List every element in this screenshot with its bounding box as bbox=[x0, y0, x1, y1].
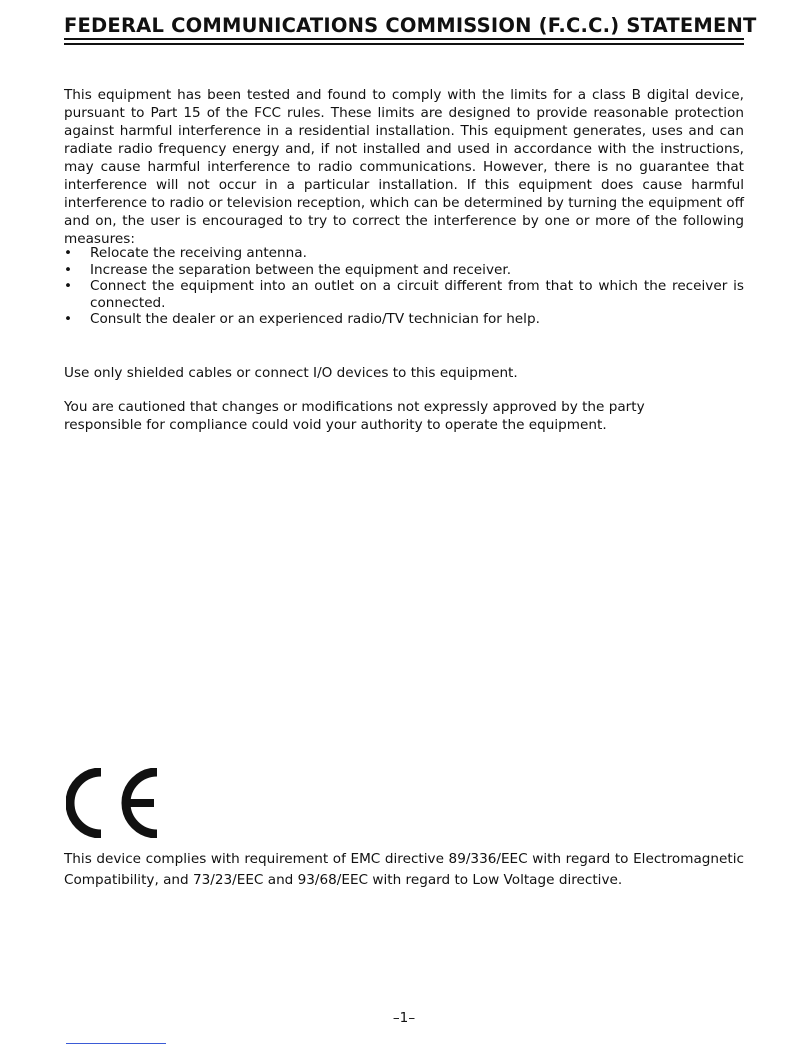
interference-measures-list bbox=[64, 245, 744, 328]
fcc-intro-paragraph: This equipment has been tested and found to comply with the limits for a class B digital device, pursuant to Part 15 of the FCC rules. These limits are designed to provide reasonable protection against harmful interference in a residential installation. This equipment generates, uses and can radiate radio frequency energy and, if not installed and used in accordance with the instructions, may cause harmful interference to radio communications. However, there is no guarantee that interference will not occur in a particular installation. If this equipment does cause harmful interference to radio or television reception, which can be determined by turning the equipment off and on, the user is encouraged to try to correct the interference by one or more of the following measures: bbox=[64, 87, 744, 247]
bullet-icon: • bbox=[64, 245, 73, 261]
shielded-cables-paragraph: Use only shielded cables or connect I/O devices to this equipment. bbox=[64, 365, 518, 381]
caution-line: responsible for compliance could void your authority to operate the equipment. bbox=[64, 417, 607, 433]
bullet-icon: • bbox=[64, 278, 73, 294]
list-item bbox=[64, 278, 744, 311]
list-item-text: Increase the separation between the equipment and receiver. bbox=[90, 261, 512, 278]
list-item-text: Connect the equipment into an outlet on a circuit different from that to which the receiver is connected. bbox=[90, 278, 744, 311]
list-item bbox=[64, 311, 744, 328]
caution-paragraph bbox=[64, 398, 744, 434]
page-number: –1– bbox=[392, 1010, 416, 1026]
list-item-text: Consult the dealer or an experienced radio/TV technician for help. bbox=[90, 311, 540, 327]
bullet-icon: • bbox=[64, 311, 73, 327]
list-item bbox=[64, 262, 744, 279]
bullet-icon: • bbox=[64, 261, 73, 278]
emc-compliance-paragraph: This device complies with requirement of EMC directive 89/336/EEC with regard to Electromagnetic Compatibility, and 73/23/EEC and 93/68/EEC with regard to Low Voltage directive. bbox=[64, 851, 744, 888]
list-item bbox=[64, 245, 744, 262]
ce-mark-icon bbox=[66, 768, 162, 838]
footer-link-underline[interactable] bbox=[66, 1043, 166, 1044]
list-item-text: Relocate the receiving antenna. bbox=[90, 245, 307, 261]
title-rule-top bbox=[64, 38, 744, 40]
page-title: FEDERAL COMMUNICATIONS COMMISSION (F.C.C.) STATEMENT bbox=[64, 14, 757, 37]
caution-line: You are cautioned that changes or modifications not expressly approved by the party bbox=[64, 399, 645, 415]
title-rule-bottom bbox=[64, 43, 744, 45]
